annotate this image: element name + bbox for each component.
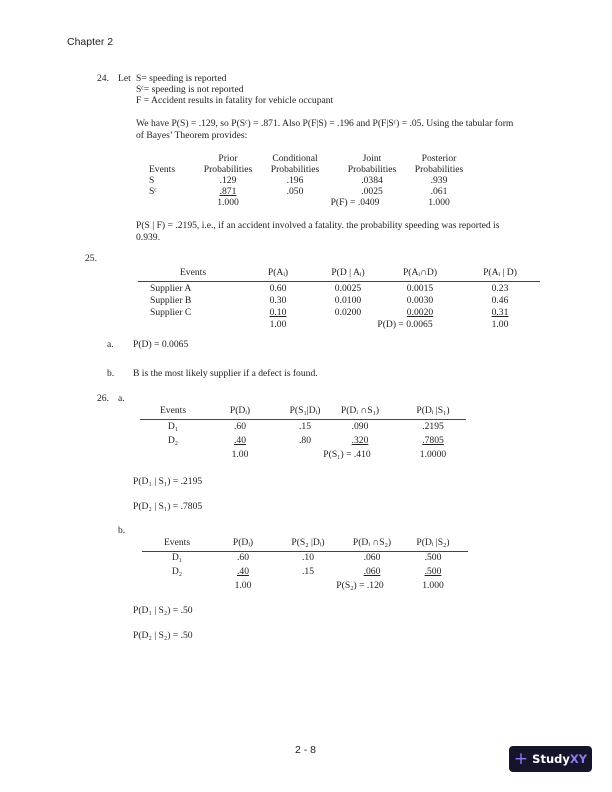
table-header: Joint <box>362 153 382 164</box>
table-cell: .15 <box>299 421 311 432</box>
table-header: Posterior <box>421 153 457 164</box>
table-cell: D₂ <box>167 435 179 446</box>
table-row <box>0 552 612 564</box>
table-header: Probabilities <box>270 164 320 175</box>
table-rule <box>138 281 540 282</box>
table-cell: .7805 <box>422 435 444 446</box>
table-row <box>0 421 612 433</box>
q24-def: Sᶜ= speeding is not reported <box>136 84 244 95</box>
table-cell: 0.31 <box>491 307 509 318</box>
table-cell: 1.0000 <box>419 449 447 460</box>
table-cell: D₁ <box>167 421 179 432</box>
table-cell: .40 <box>237 566 249 577</box>
table-cell: 0.46 <box>491 295 509 306</box>
q26a-result: P(D₂ | S₁) = .7805 <box>133 501 203 512</box>
q24-conclusion: 0.939. <box>136 232 160 243</box>
q24-let: Let <box>118 73 131 84</box>
table-header: Events <box>179 267 207 278</box>
q26a-label: a. <box>118 393 125 404</box>
table-header: Probabilities <box>414 164 464 175</box>
table-cell: .60 <box>234 421 246 432</box>
table-header: P(Dᵢ |S₂) <box>416 537 450 548</box>
table-cell: 0.60 <box>269 283 287 294</box>
table-cell: 1.00 <box>234 580 252 591</box>
table-cell: .061 <box>430 186 448 197</box>
table-cell: .871 <box>219 186 237 197</box>
q26b-result: P(D₂ | S₂) = .50 <box>133 630 193 641</box>
table-cell: .60 <box>237 552 249 563</box>
table-header: P(D | Aᵢ) <box>331 267 365 278</box>
table-header: P(S₁|Dᵢ) <box>289 405 321 416</box>
table-cell: D₂ <box>171 566 183 577</box>
table-cell: P(F) = .0409 <box>330 197 380 208</box>
table-cell: P(D) = 0.0065 <box>377 319 433 330</box>
table-header: Conditional <box>272 153 318 164</box>
table-cell: 0.30 <box>269 295 287 306</box>
q24-intro: of Bayes’ Theorem provides: <box>136 130 248 141</box>
table-row <box>0 295 612 307</box>
q25b-label: b. <box>107 368 115 379</box>
q24-def: S= speeding is reported <box>136 73 227 84</box>
table-cell: 0.10 <box>269 307 287 318</box>
table-cell: .320 <box>351 435 369 446</box>
table-header: Events <box>163 537 191 548</box>
table-cell: .050 <box>286 186 304 197</box>
q26a-table-header <box>0 405 612 417</box>
table-row <box>0 307 612 319</box>
table-header: P(S₂ |Dᵢ) <box>291 537 325 548</box>
table-cell: .196 <box>286 175 304 186</box>
table-cell: .500 <box>424 566 442 577</box>
table-cell: .10 <box>302 552 314 563</box>
q25-table-header <box>0 267 612 279</box>
table-header: Probabilities <box>347 164 397 175</box>
table-cell: .40 <box>234 435 246 446</box>
table-cell: 1.000 <box>428 197 450 208</box>
table-cell: .090 <box>351 421 369 432</box>
q24-number: 24. <box>97 73 109 84</box>
table-totals-row <box>0 319 612 331</box>
q24-def: F = Accident results in fatality for vehicle occupant <box>136 95 334 106</box>
table-totals-row <box>0 449 612 461</box>
table-row <box>0 283 612 295</box>
table-cell: .939 <box>430 175 448 186</box>
table-cell: 0.0100 <box>334 295 362 306</box>
q26b-label: b. <box>118 525 126 536</box>
table-cell: 0.0030 <box>406 295 434 306</box>
table-cell: 1.00 <box>269 319 287 330</box>
q25b-text: B is the most likely supplier if a defect is found. <box>133 368 318 379</box>
table-rule <box>140 419 466 420</box>
table-cell: .0384 <box>361 175 383 186</box>
table-cell: Supplier A <box>150 283 192 294</box>
table-cell: 0.0020 <box>406 307 434 318</box>
table-header: Probabilities <box>203 164 253 175</box>
table-cell: .060 <box>363 552 381 563</box>
table-header: Prior <box>218 153 238 164</box>
q26a-result: P(D₁ | S₁) = .2195 <box>133 476 203 487</box>
table-cell: .500 <box>424 552 442 563</box>
table-cell: 1.00 <box>231 449 249 460</box>
table-cell: P(S₁) = .410 <box>323 449 371 460</box>
table-cell: 0.0025 <box>334 283 362 294</box>
table-cell: .15 <box>302 566 314 577</box>
table-row <box>0 435 612 447</box>
q25a-text: P(D) = 0.0065 <box>133 339 189 350</box>
table-cell: 1.000 <box>217 197 239 208</box>
q26b-result: P(D₁ | S₂) = .50 <box>133 605 193 616</box>
table-cell: S <box>149 175 155 186</box>
table-header: P(Dᵢ) <box>229 405 251 416</box>
q26-number: 26. <box>97 393 109 404</box>
q24-conclusion: P(S | F) = .2195, i.e., if an accident involved a fatality. the probability speeding was reported is <box>136 220 500 231</box>
table-header: P(Aᵢ) <box>267 267 289 278</box>
plus-icon: + <box>513 748 529 769</box>
table-cell: .060 <box>363 566 381 577</box>
table-cell: .80 <box>299 435 311 446</box>
table-cell: P(S₂) = .120 <box>336 580 384 591</box>
table-cell: 0.0015 <box>406 283 434 294</box>
page-number: 2 - 8 <box>295 744 317 756</box>
table-cell: Sᶜ <box>149 186 157 197</box>
q24-intro: We have P(S) = .129, so P(Sᶜ) = .871. Also P(F|S) = .196 and P(F|Sᶜ) = .05. Using the tabular form <box>136 118 514 129</box>
table-row <box>0 566 612 578</box>
table-cell: Supplier B <box>150 295 192 306</box>
q25a-label: a. <box>107 339 114 350</box>
table-cell: 1.00 <box>491 319 509 330</box>
table-header: Events <box>159 405 187 416</box>
table-header: Events <box>148 164 176 175</box>
table-header: P(Dᵢ ∩S₁) <box>340 405 380 416</box>
table-totals-row <box>0 197 612 209</box>
q25-number: 25. <box>85 253 97 264</box>
table-header: P(Dᵢ) <box>232 537 254 548</box>
q26b-table-header <box>0 537 612 549</box>
table-header: P(Aᵢ∩D) <box>402 267 438 278</box>
brand-logo: StudyXY <box>532 752 588 766</box>
table-cell: .0025 <box>361 186 383 197</box>
table-cell: D₁ <box>171 552 183 563</box>
table-totals-row <box>0 580 612 592</box>
table-cell: .2195 <box>422 421 444 432</box>
table-header: P(Dᵢ ∩S₂) <box>352 537 392 548</box>
table-header: P(Dᵢ |S₁) <box>416 405 450 416</box>
studyxy-badge[interactable] <box>509 746 592 772</box>
table-cell: .129 <box>219 175 237 186</box>
table-cell: 0.0200 <box>334 307 362 318</box>
table-header: P(Aᵢ | D) <box>483 267 517 278</box>
table-cell: 0.23 <box>491 283 509 294</box>
table-cell: Supplier C <box>150 307 192 318</box>
chapter-header: Chapter 2 <box>67 36 114 48</box>
table-cell: 1.000 <box>422 580 444 591</box>
